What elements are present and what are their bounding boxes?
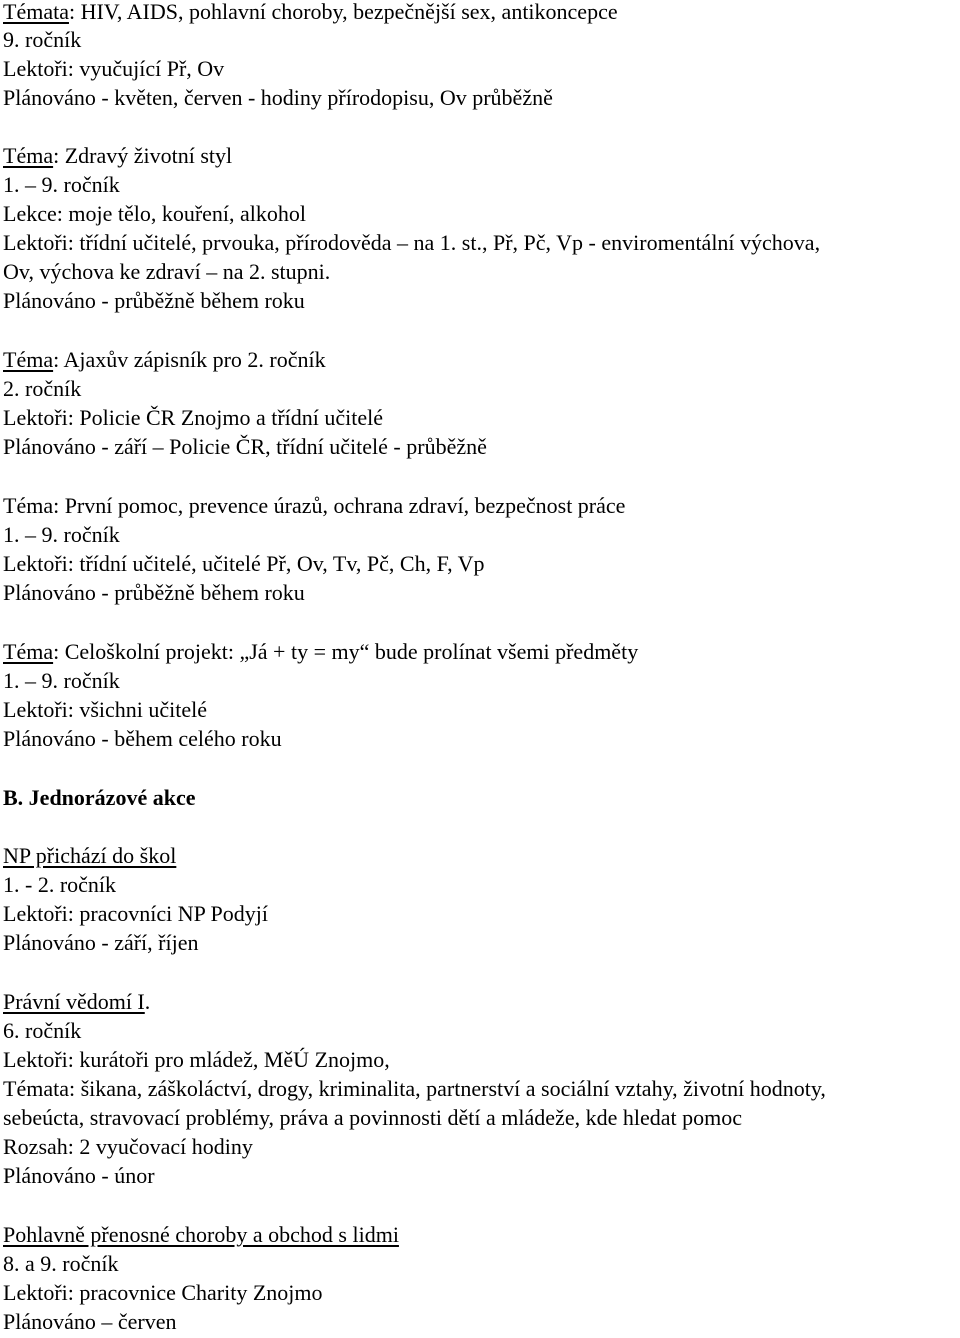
grade-line-1: 9. ročník: [3, 27, 82, 52]
grade-line-3: 2. ročník: [3, 376, 82, 401]
topic-label: Témata: [3, 0, 69, 24]
grade-line-4: 1. – 9. ročník: [3, 522, 120, 547]
event-title-suffix: .: [144, 989, 151, 1014]
lecturers-line-2-cont: Ov, výchova ke zdraví – na 2. stupni.: [3, 259, 331, 284]
grade-line-5: 1. – 9. ročník: [3, 668, 120, 693]
topic-value: : Celoškolní projekt: „Já + ty = my“ bude prolínat všemi předměty: [53, 639, 639, 664]
lecturers-line-3: Lektoři: Policie ČR Znojmo a třídní učitelé: [3, 405, 384, 430]
topic-line-3: [3, 347, 326, 373]
event-scope-2: Rozsah: 2 vyučovací hodiny: [3, 1134, 253, 1159]
lecturers-line-4: Lektoři: třídní učitelé, učitelé Př, Ov, Tv, Pč, Ch, F, Vp: [3, 551, 485, 576]
topic-value: : Ajaxův zápisník pro 2. ročník: [53, 347, 326, 372]
event-title-2: [3, 989, 150, 1015]
event-topics-2: Témata: šikana, záškoláctví, drogy, kriminalita, partnerství a sociální vztahy, životní hodnoty,: [3, 1076, 826, 1101]
event-title-1: NP přichází do škol: [3, 843, 177, 868]
event-planned-2: Plánováno - únor: [3, 1163, 155, 1188]
event-title-3: Pohlavně přenosné choroby a obchod s lidmi: [3, 1222, 399, 1247]
planned-line-2: Plánováno - průběžně během roku: [3, 288, 305, 313]
event-lecturers-2: Lektoři: kurátoři pro mládež, MěÚ Znojmo,: [3, 1047, 390, 1072]
lecturers-line-1: Lektoři: vyučující Př, Ov: [3, 56, 225, 81]
event-grade-3: 8. a 9. ročník: [3, 1251, 119, 1276]
event-planned-1: Plánováno - září, říjen: [3, 930, 199, 955]
event-grade-1: 1. - 2. ročník: [3, 872, 117, 897]
topic-line-5: [3, 639, 638, 665]
section-b-heading: B. Jednorázové akce: [3, 785, 196, 810]
topic-line-4: Téma: První pomoc, prevence úrazů, ochrana zdraví, bezpečnost práce: [3, 493, 626, 518]
event-topics-2-cont: sebeúcta, stravovací problémy, práva a povinnosti dětí a mládeže, kde hledat pomoc: [3, 1105, 742, 1130]
topic-label: Téma: [3, 347, 54, 372]
event-grade-2: 6. ročník: [3, 1018, 82, 1043]
event-lecturers-3: Lektoři: pracovnice Charity Znojmo: [3, 1280, 323, 1305]
topic-value: : Zdravý životní styl: [53, 143, 233, 168]
topic-label: Téma: [3, 639, 54, 664]
grade-line-2: 1. – 9. ročník: [3, 172, 120, 197]
topic-line-2: [3, 143, 232, 169]
planned-line-5: Plánováno - během celého roku: [3, 726, 282, 751]
lecturers-line-2: Lektoři: třídní učitelé, prvouka, přírodověda – na 1. st., Př, Pč, Vp - enviromentální výchova,: [3, 230, 821, 255]
event-lecturers-1: Lektoři: pracovníci NP Podyjí: [3, 901, 268, 926]
topic-label: Téma: [3, 143, 54, 168]
topic-line-1: [3, 0, 618, 25]
planned-line-4: Plánováno - průběžně během roku: [3, 580, 305, 605]
lesson-line-2: Lekce: moje tělo, kouření, alkohol: [3, 201, 307, 226]
topic-value: : HIV, AIDS, pohlavní choroby, bezpečnější sex, antikoncepce: [68, 0, 618, 24]
event-title-text: Právní vědomí I: [3, 989, 145, 1014]
lecturers-line-5: Lektoři: všichni učitelé: [3, 697, 208, 722]
planned-line-3: Plánováno - září – Policie ČR, třídní učitelé - průběžně: [3, 434, 487, 459]
planned-line-1: Plánováno - květen, červen - hodiny přírodopisu, Ov průběžně: [3, 85, 553, 110]
event-planned-3: Plánováno – červen: [3, 1309, 177, 1334]
